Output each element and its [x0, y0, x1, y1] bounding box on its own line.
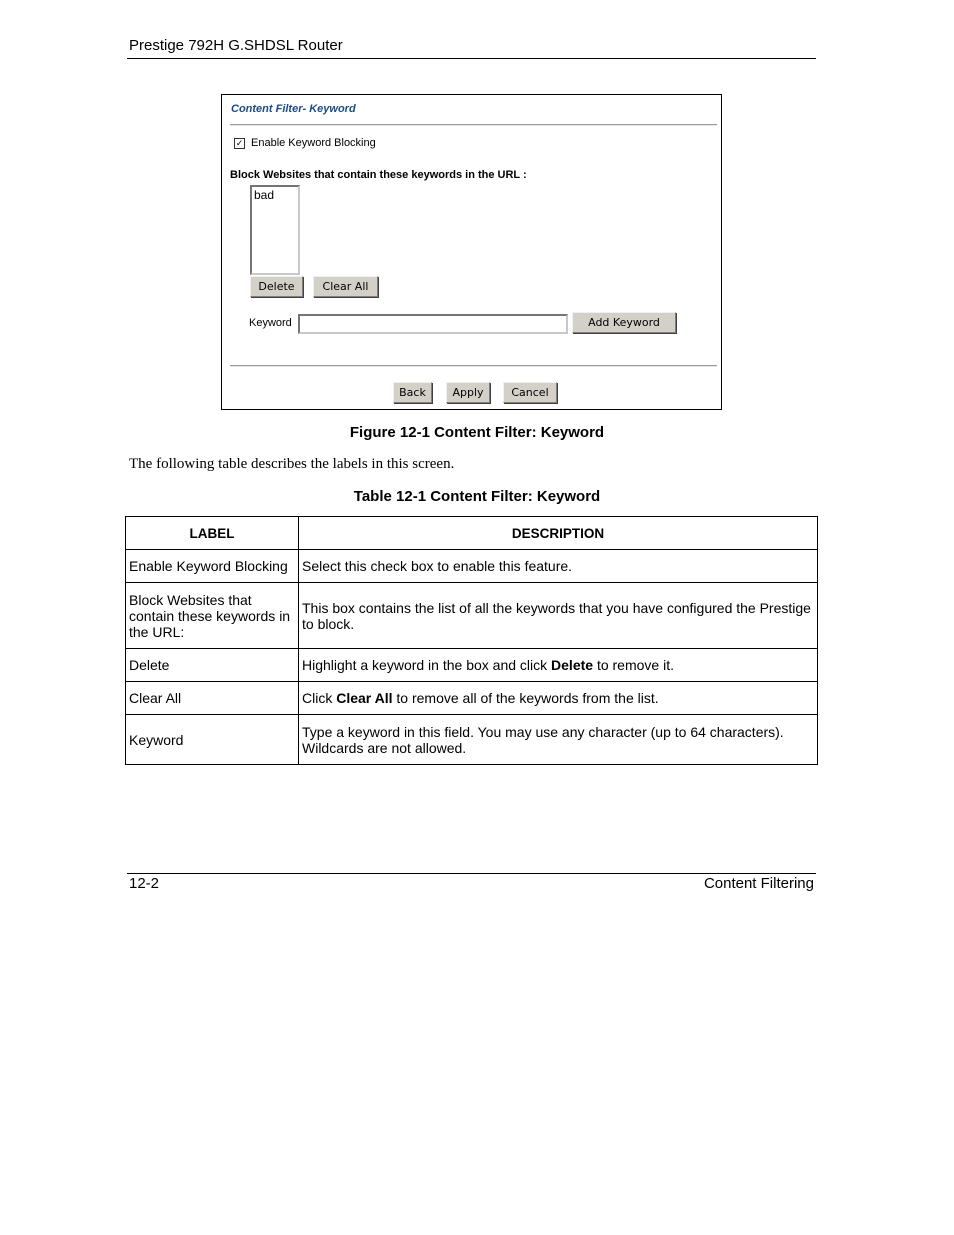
- row-description: Type a keyword in this field. You may use any character (up to 64 characters). Wildcards are not allowed.: [299, 715, 818, 765]
- table-row: [126, 682, 818, 715]
- screen-title: Content Filter- Keyword: [231, 103, 356, 115]
- title-divider: [230, 124, 717, 126]
- row-description: This box contains the list of all the keywords that you have configured the Prestige to block.: [299, 583, 818, 649]
- table-caption: Table 12-1 Content Filter: Keyword: [353, 488, 601, 505]
- delete-button[interactable]: Delete: [250, 276, 303, 297]
- table-row: [126, 550, 818, 583]
- table-header-row: [126, 517, 818, 550]
- keyword-input[interactable]: [298, 314, 568, 334]
- keyword-list-item[interactable]: bad: [254, 188, 275, 202]
- page-number: 12-2: [129, 875, 160, 892]
- cancel-button[interactable]: Cancel: [503, 382, 557, 403]
- chapter-title: Content Filtering: [703, 875, 814, 892]
- row-label: Delete: [126, 649, 299, 682]
- header-rule: [127, 58, 816, 59]
- intro-paragraph: The following table describes the labels in this screen.: [129, 456, 455, 472]
- column-header-description: DESCRIPTION: [299, 517, 818, 550]
- row-label: Block Websites that contain these keywords in the URL:: [126, 583, 299, 649]
- label-description-table: [125, 516, 818, 765]
- clear-all-button[interactable]: Clear All: [313, 276, 378, 297]
- figure-caption: Figure 12-1 Content Filter: Keyword: [349, 424, 605, 441]
- add-keyword-button[interactable]: Add Keyword: [572, 312, 676, 333]
- keyword-label: Keyword: [249, 317, 292, 329]
- bottom-divider: [230, 365, 717, 367]
- row-label: Clear All: [126, 682, 299, 715]
- enable-keyword-blocking-checkbox[interactable]: ✓: [235, 137, 244, 148]
- keyword-listbox[interactable]: [250, 185, 300, 275]
- table-row: [126, 583, 818, 649]
- row-label: Keyword: [126, 715, 299, 765]
- enable-keyword-blocking-label: Enable Keyword Blocking: [251, 137, 376, 149]
- back-button[interactable]: Back: [393, 382, 432, 403]
- table-row: [126, 649, 818, 682]
- page-header-title: Prestige 792H G.SHDSL Router: [129, 37, 343, 54]
- apply-button[interactable]: Apply: [446, 382, 490, 403]
- footer-rule: [127, 873, 816, 874]
- table-row: [126, 715, 818, 765]
- row-description: Select this check box to enable this feature.: [299, 550, 818, 583]
- row-label: Enable Keyword Blocking: [126, 550, 299, 583]
- screenshot-content-filter: [221, 94, 722, 410]
- row-description: Click Clear All to remove all of the keywords from the list.: [299, 682, 818, 715]
- column-header-label: LABEL: [126, 517, 299, 550]
- enable-keyword-blocking-row[interactable]: [234, 137, 376, 149]
- block-websites-label: Block Websites that contain these keywords in the URL :: [230, 169, 527, 181]
- row-description: Highlight a keyword in the box and click Delete to remove it.: [299, 649, 818, 682]
